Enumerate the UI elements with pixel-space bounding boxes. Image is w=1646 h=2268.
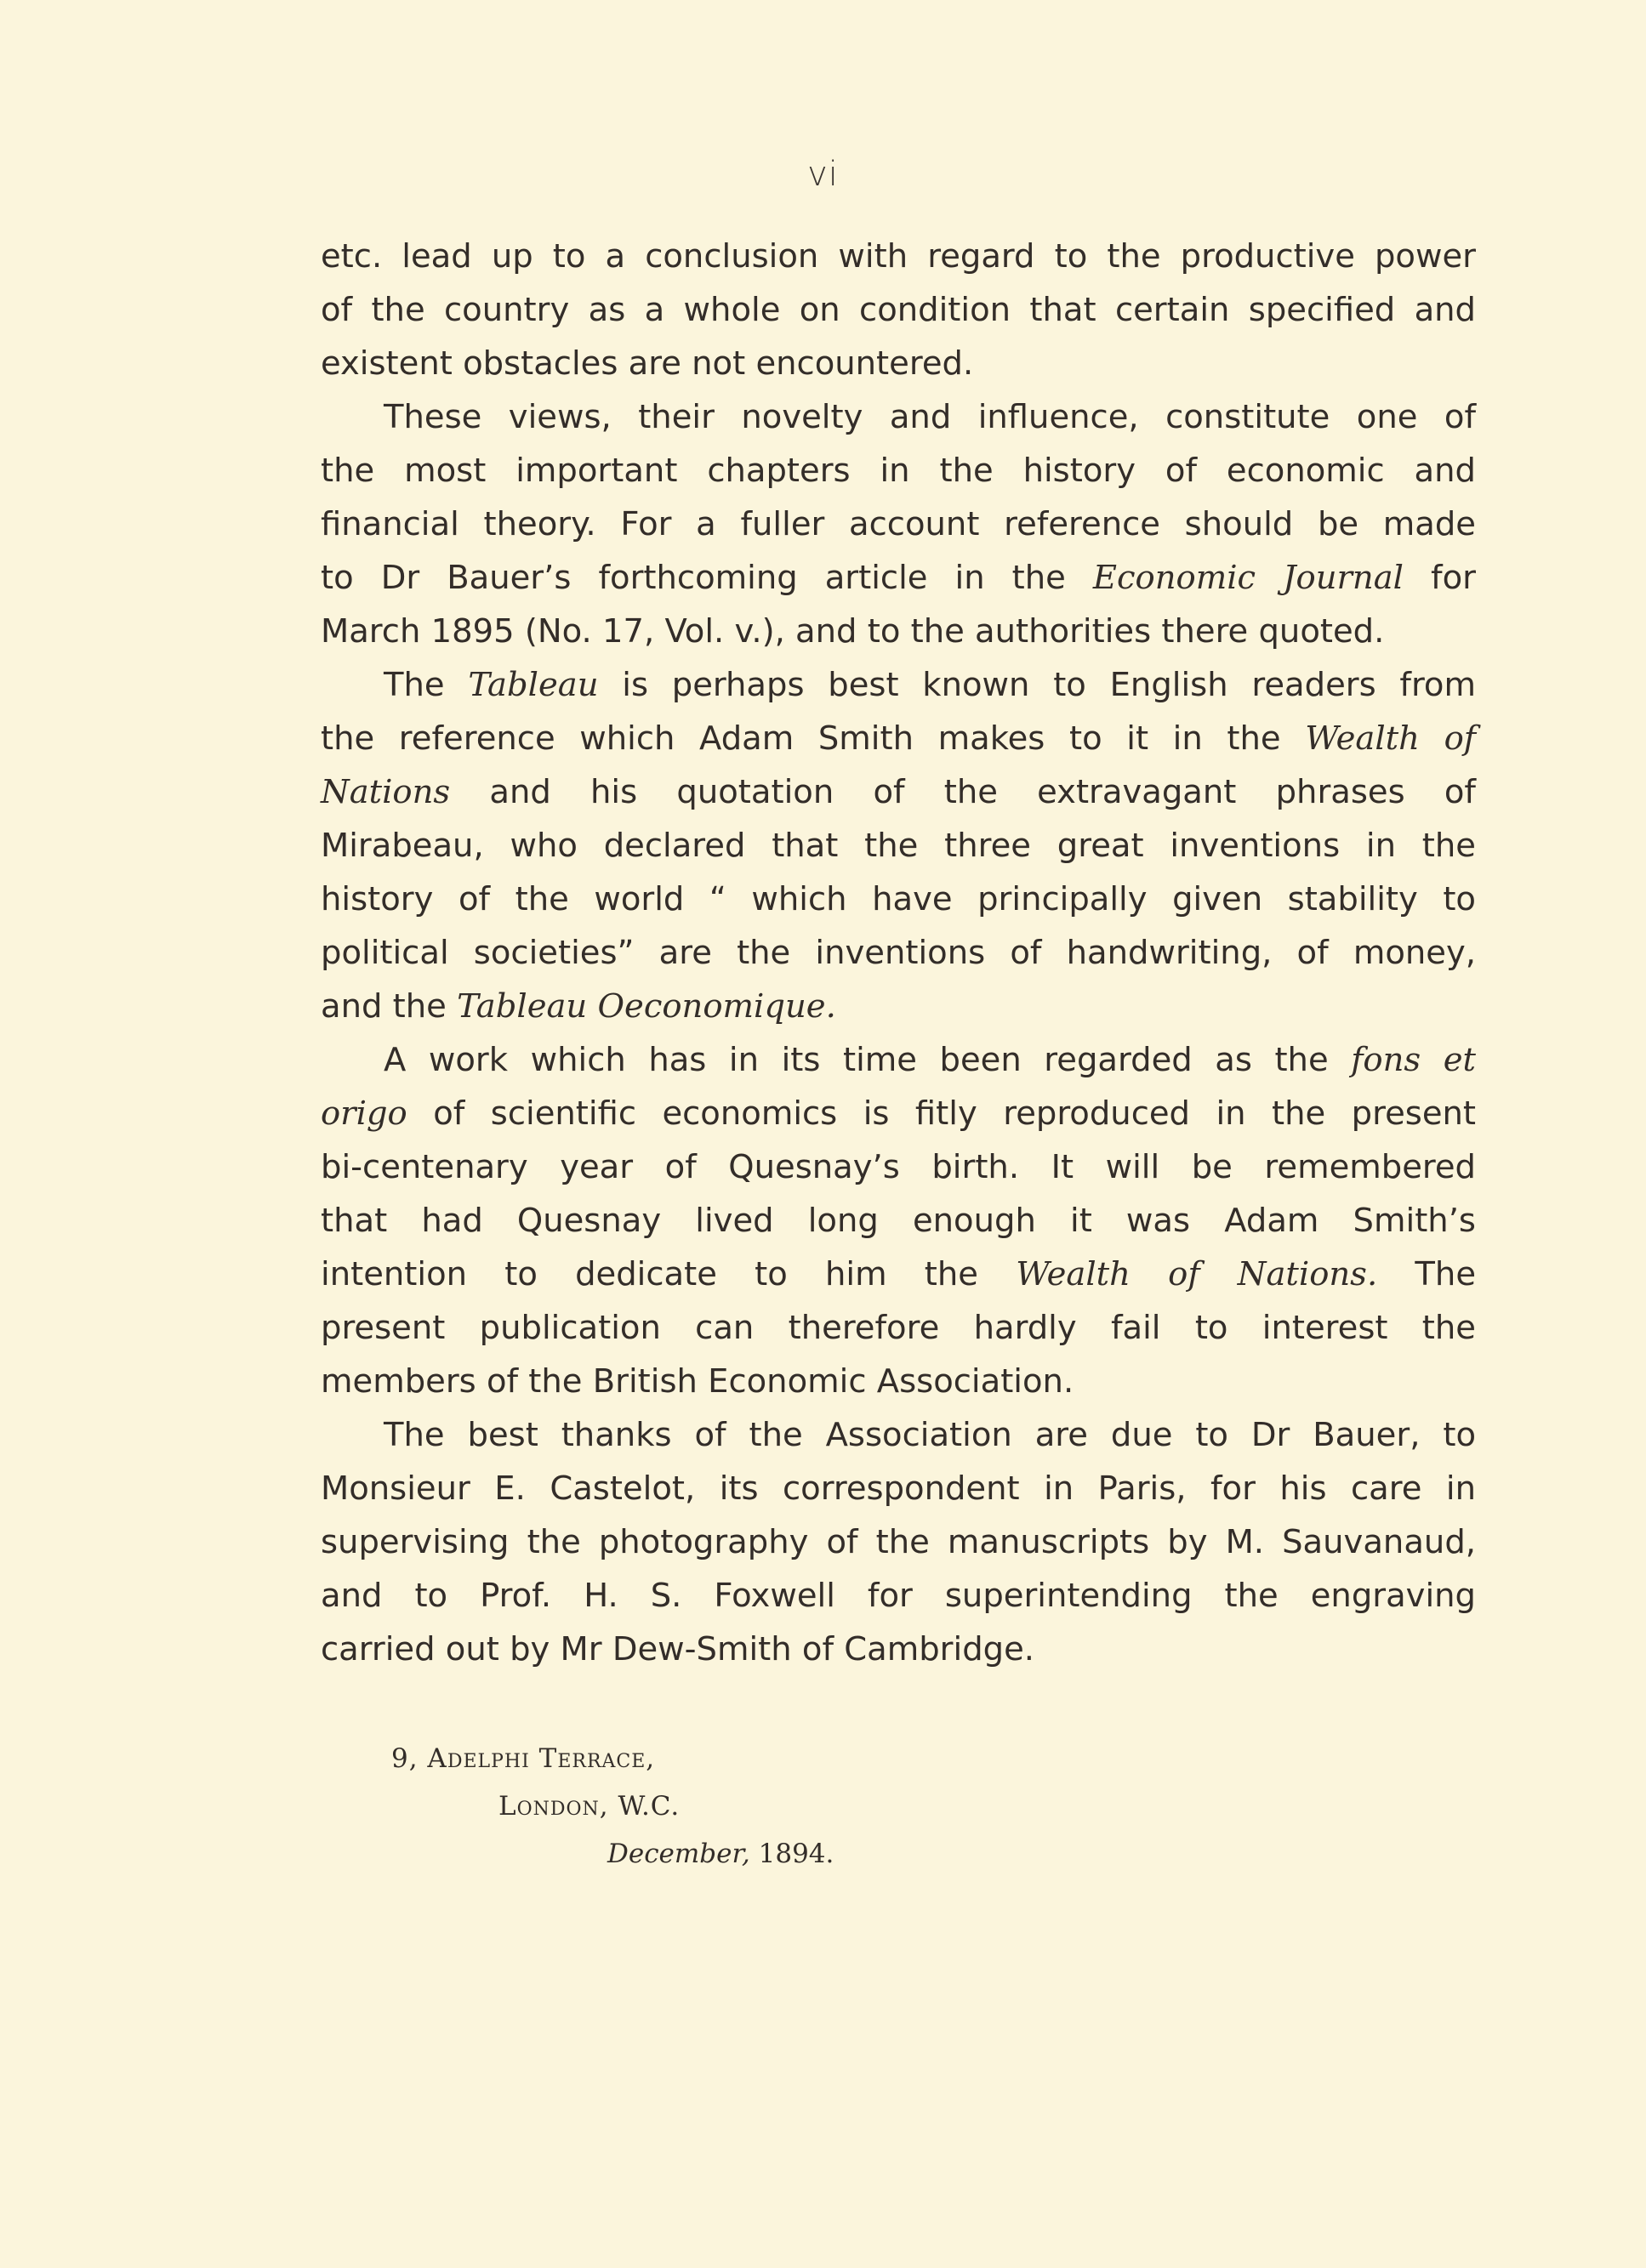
text-line: present publication can therefore hardly fail to interest the [321,1309,1476,1347]
text-line [321,765,1476,819]
text-line: financial theory. For a fuller account reference should be made [321,505,1476,543]
address-street: 9, Adelphi Terrace, [391,1743,656,1774]
text-run: to Dr Bauer’s forthcoming article in the [321,559,1093,597]
text-run: A work which has in its time been regarded as the [384,1041,1352,1079]
date-month: December, [607,1839,750,1869]
text-line: that had Quesnay lived long enough it was Adam Smith’s [321,1202,1476,1240]
text-line: These views, their novelty and influence, constitute one of [384,398,1476,436]
text-run: for [1404,559,1476,597]
text-run: The [384,666,469,704]
text-run: The [1377,1255,1477,1293]
text-line: Mirabeau, who declared that the three great inventions in the [321,827,1476,865]
text-line: Monsieur E. Castelot, its correspondent in Paris, for his care in [321,1469,1476,1508]
text-line [321,1087,1476,1140]
text-line: supervising the photography of the manuscripts by M. Sauvanaud, [321,1523,1476,1561]
italic-title: Economic Journal [1092,559,1404,597]
italic-title: Tableau Oeconomique. [457,987,836,1026]
page-number: vi [807,155,839,194]
italic-title: Nations [321,773,451,811]
italic-phrase: origo [321,1094,407,1133]
text-line: The best thanks of the Association are due to Dr Bauer, to [384,1416,1476,1454]
text-line: members of the British Economic Association. [321,1362,1074,1401]
text-line: existent obstacles are not encountered. [321,344,974,383]
text-line: carried out by Mr Dew-Smith of Cambridge. [321,1630,1035,1668]
text-run: of scientific economics is fitly reproduced in the present [407,1094,1476,1133]
italic-title: Wealth of [1305,719,1477,758]
text-line [321,551,1476,605]
address-date [391,1830,834,1878]
text-run: and his quotation of the extravagant phrases of [450,773,1476,811]
text-line: bi-centenary year of Quesnay’s birth. It will be remembered [321,1148,1476,1186]
text-line: etc. lead up to a conclusion with regard to the productive power [321,237,1476,276]
text-line [321,1033,1476,1087]
text-run: and the [321,987,458,1026]
text-line: history of the world “ which have principally given stability to [321,880,1476,918]
text-line: of the country as a whole on condition that certain specified and [321,291,1476,329]
italic-phrase: fons et [1351,1041,1476,1079]
address-block [391,1735,834,1878]
italic-title: Tableau [468,666,599,704]
text-run: is perhaps best known to English readers from [598,666,1476,704]
text-line: the most important chapters in the history of economic and [321,452,1476,490]
text-run: intention to dedicate to him the [321,1255,1017,1293]
date-year: 1894. [749,1839,834,1869]
text-run: the reference which Adam Smith makes to it in the [321,719,1306,758]
body-text [321,230,1476,1676]
text-line: March 1895 (No. 17, Vol. v.), and to the authorities there quoted. [321,612,1385,651]
text-line [321,658,1476,712]
text-line [321,1248,1476,1301]
italic-title: Wealth of Nations. [1016,1255,1378,1293]
text-line [321,712,1476,765]
address-city: London, W.C. [498,1791,681,1822]
text-line: political societies” are the inventions of handwriting, of money, [321,934,1476,972]
text-line: and to Prof. H. S. Foxwell for superintending the engraving [321,1577,1476,1615]
text-line [321,980,1476,1033]
